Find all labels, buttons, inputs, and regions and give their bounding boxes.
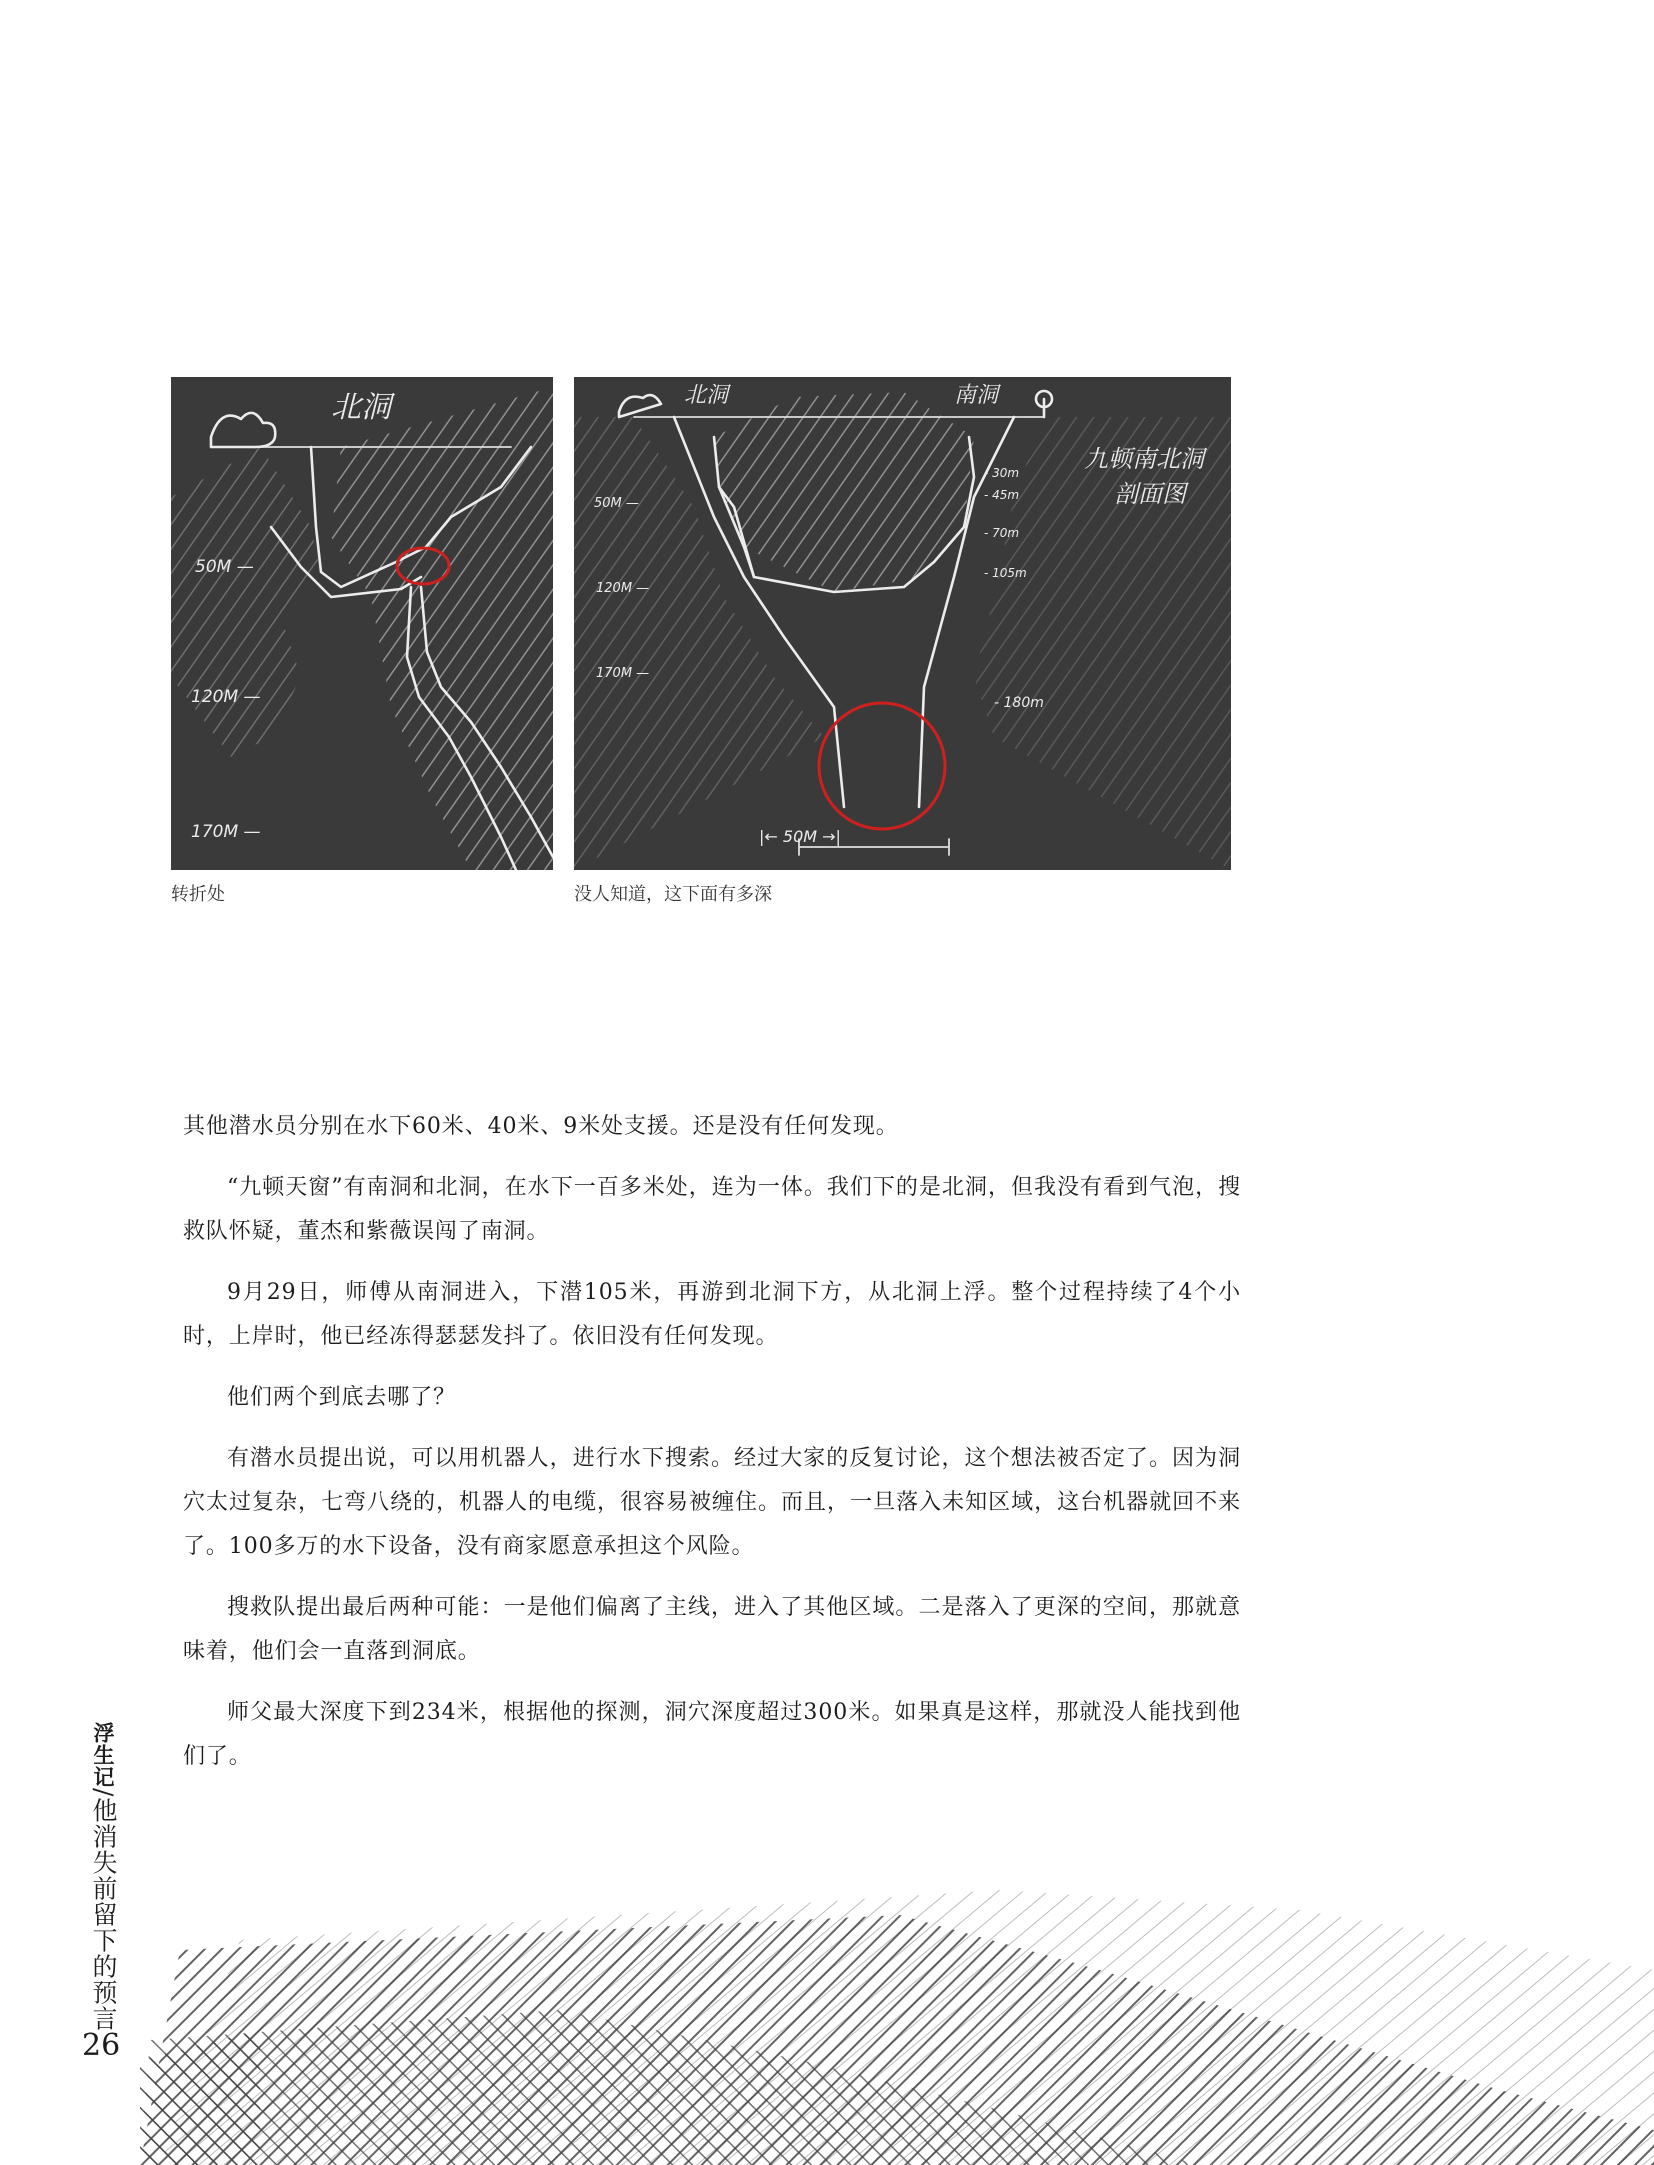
caption-turning-point: 转折处 bbox=[171, 884, 225, 904]
depth-label-170m: 170M — bbox=[191, 822, 261, 842]
tree-scribble bbox=[211, 413, 275, 447]
depth-label-50m: 50M — bbox=[594, 496, 639, 511]
caption-unknown-depth: 没人知道，这下面有多深 bbox=[574, 884, 772, 904]
paragraph-6: 搜救队提出最后两种可能：一是他们偏离了主线，进入了其他区域。二是落入了更深的空间，那就意味着，他们会一直落到洞底。 bbox=[183, 1595, 1241, 1664]
tree-scribble-right bbox=[1036, 391, 1052, 417]
cave-sketch-north bbox=[171, 377, 553, 870]
chapter-title: 他消失前留下的预言 bbox=[89, 1797, 118, 2032]
page-number: 26 bbox=[82, 2028, 121, 2063]
pencil-hatch-decoration bbox=[0, 1830, 1654, 2165]
sketch-title-north: 北洞 bbox=[331, 390, 391, 425]
depth-label-180m: - 180m bbox=[994, 695, 1044, 711]
depth-label-170m: 170M — bbox=[596, 666, 650, 681]
sketch-title-south: 南洞 bbox=[954, 383, 999, 408]
paragraph-3: 9月29日，师傅从南洞进入，下潜105米，再游到北洞下方，从北洞上浮。整个过程持续了4个小时，上岸时，他已经冻得瑟瑟发抖了。依旧没有任何发现。 bbox=[183, 1280, 1241, 1349]
paragraph-7: 师父最大深度下到234米，根据他的探测，洞穴深度超过300米。如果真是这样，那就没人能找到他们了。 bbox=[183, 1700, 1241, 1769]
depth-label-30m: - 30m bbox=[984, 466, 1020, 480]
chalkboard-photo-cave-profile bbox=[574, 377, 1231, 870]
depth-label-105m: - 105m bbox=[984, 566, 1027, 580]
chalkboard-photo-turning-point bbox=[171, 377, 553, 870]
paragraph-4: 他们两个到底去哪了？ bbox=[227, 1385, 457, 1410]
cave-sketch-profile bbox=[574, 377, 1231, 870]
series-name: 浮生记 bbox=[91, 1722, 115, 1788]
side-note-line1: 九顿南北洞 bbox=[1084, 445, 1204, 473]
rock-mass-left bbox=[171, 447, 321, 870]
article-body bbox=[183, 1105, 1241, 1796]
tree-scribble-left bbox=[619, 395, 661, 417]
title-separator: / bbox=[89, 1788, 118, 1798]
paragraph-2: “九顿天窗”有南洞和北洞，在水下一百多米处，连为一体。我们下的是北洞，但我没有看到气泡，搜救队怀疑，董杰和紫薇误闯了南洞。 bbox=[183, 1175, 1241, 1244]
depth-label-70m: - 70m bbox=[984, 526, 1020, 540]
highlight-circle bbox=[819, 703, 945, 829]
depth-label-50m: 50M — bbox=[195, 557, 254, 577]
sketch-title-north: 北洞 bbox=[684, 383, 729, 408]
paragraph-1: 其他潜水员分别在水下60米、40米、9米处支援。还是没有任何发现。 bbox=[183, 1114, 899, 1139]
rock-mass-right bbox=[974, 417, 1231, 870]
depth-label-120m: 120M — bbox=[191, 687, 261, 707]
width-label-50m: |← 50M →| bbox=[759, 827, 841, 846]
depth-label-120m: 120M — bbox=[596, 581, 650, 596]
depth-label-45m: - 45m bbox=[984, 488, 1020, 502]
paragraph-5: 有潜水员提出说，可以用机器人，进行水下搜索。经过大家的反复讨论，这个想法被否定了。因为洞穴太过复杂，七弯八绕的，机器人的电缆，很容易被缠住。而且，一旦落入未知区域，这台机器就回不来了。100多万的水下设备，没有商家愿意承担这个风险。 bbox=[183, 1446, 1241, 1559]
side-note-line2: 剖面图 bbox=[1114, 480, 1186, 508]
